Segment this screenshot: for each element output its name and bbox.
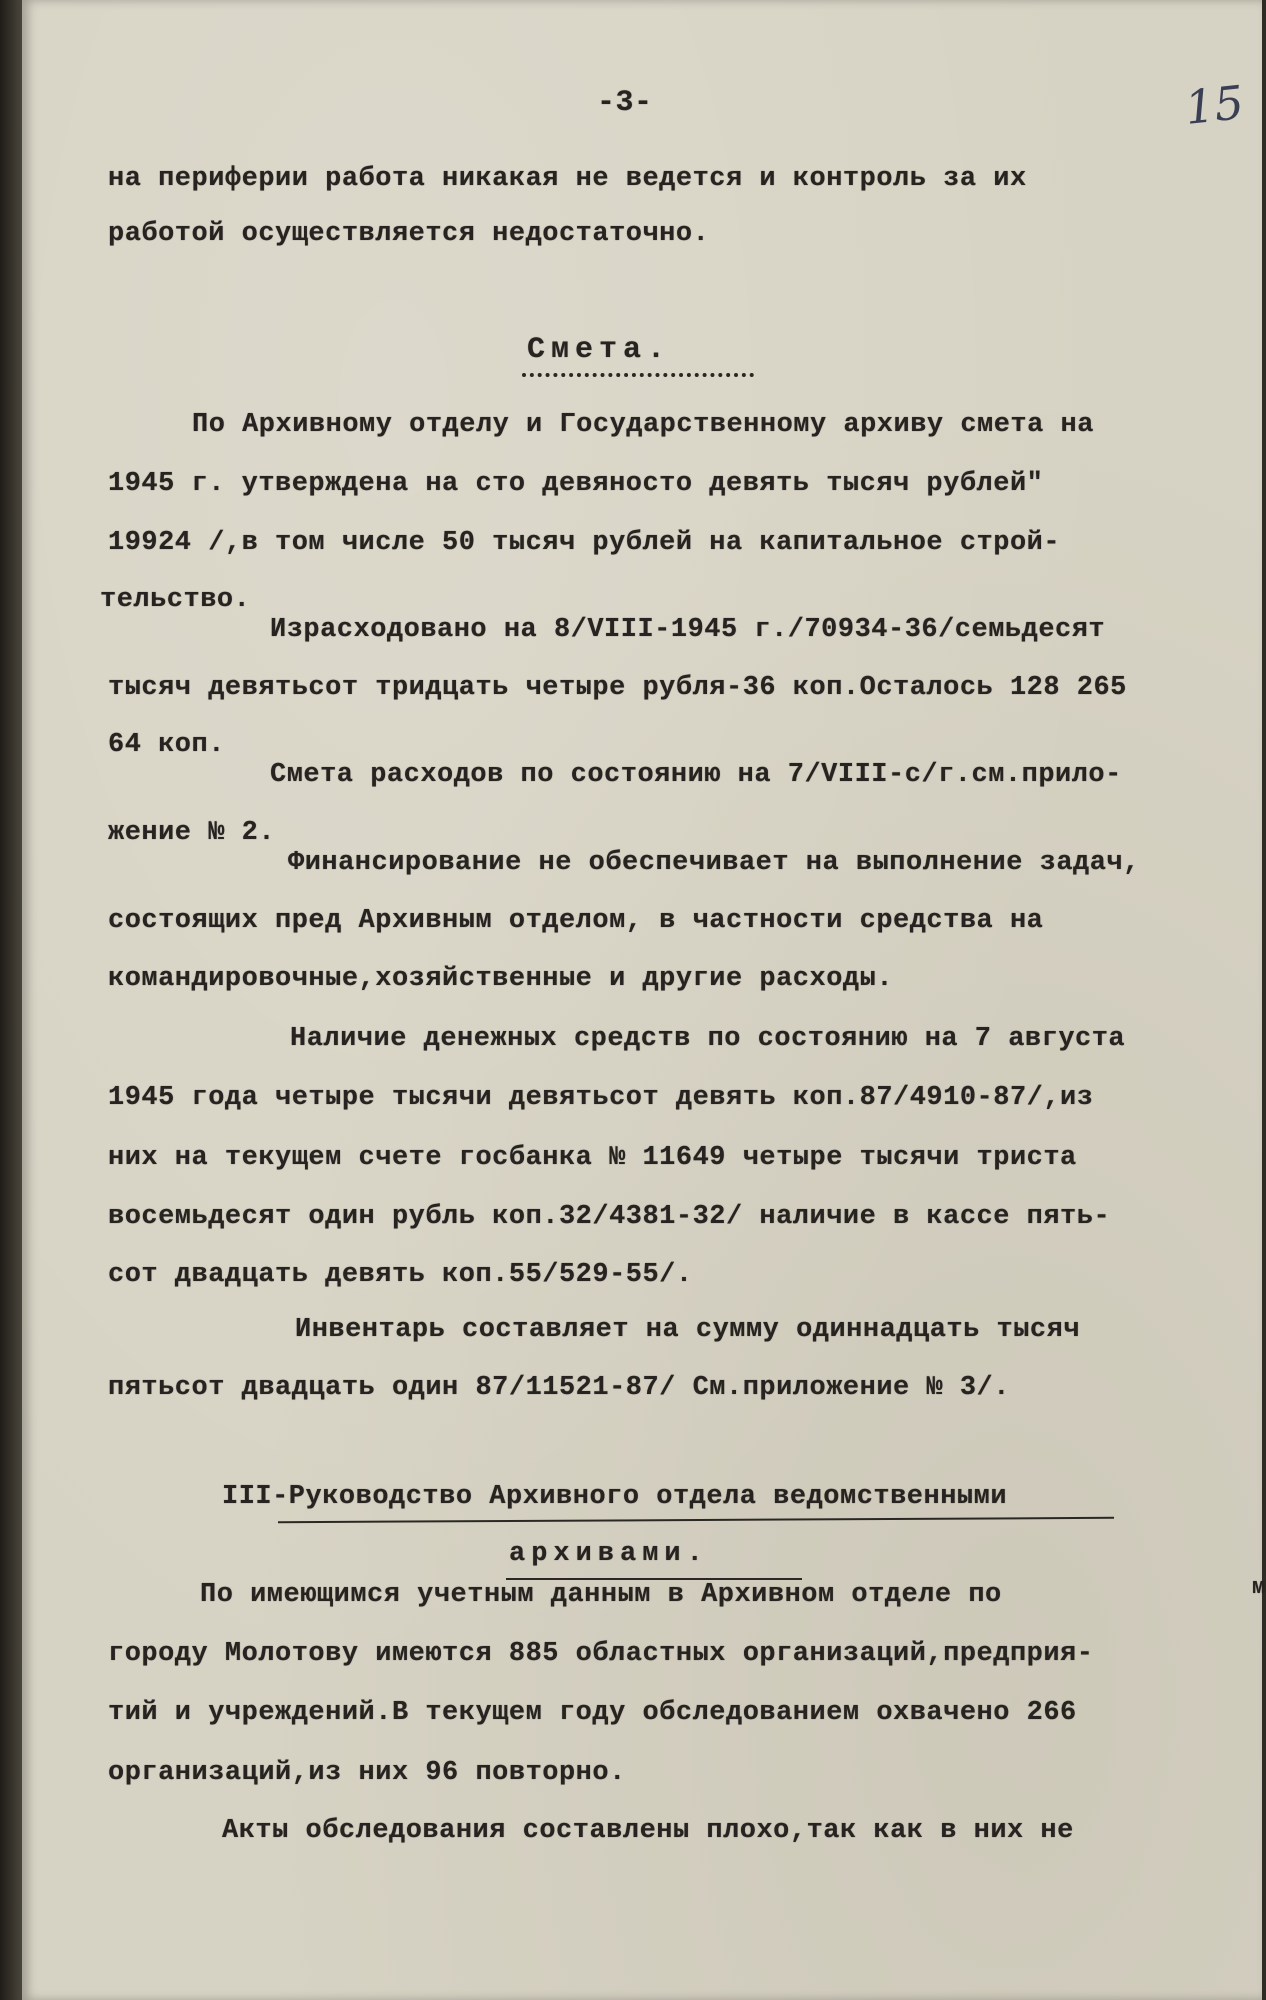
- text-line: Инвентарь составляет на сумму одиннадцать тысяч: [295, 1315, 1081, 1345]
- heading-underline: [522, 373, 754, 377]
- text-line: организаций,из них 96 повторно.: [108, 1758, 626, 1788]
- text-line: работой осуществляется недостаточно.: [108, 219, 710, 249]
- text-line: тысяч девятьсот тридцать четыре рубля-36 коп.Осталось 128 265: [108, 673, 1127, 703]
- text-line: 1945 г. утверждена на сто девяносто девять тысяч рублей": [108, 469, 1044, 499]
- text-line: них на текущем счете госбанка № 11649 четыре тысячи триста: [108, 1143, 1077, 1173]
- binding-edge: [0, 0, 22, 2000]
- text-line: восемьдесят один рубль коп.32/4381-32/ наличие в кассе пять-: [108, 1202, 1111, 1232]
- text-line: жение № 2.: [108, 818, 276, 848]
- folio-number: 15: [1182, 75, 1247, 135]
- text-line: на периферии работа никакая не ведется и контроль за их: [108, 164, 1027, 194]
- text-line: По имеющимся учетным данным в Архивном отделе по: [200, 1580, 1002, 1610]
- text-line: состоящих пред Архивным отделом, в частности средства на: [108, 906, 1044, 936]
- text-line: тельство.: [100, 585, 251, 615]
- text-line: Смета расходов по состоянию на 7/VIII-с/г.см.прило-: [270, 760, 1122, 790]
- section-title-underline-2: [506, 1578, 802, 1580]
- text-line: городу Молотову имеются 885 областных организаций,предприя-: [108, 1639, 1094, 1669]
- text-line: Наличие денежных средств по состоянию на 7 августа: [290, 1024, 1126, 1054]
- text-line: командировочные,хозяйственные и другие расходы.: [108, 964, 894, 994]
- text-line: Израсходовано на 8/VIII-1945 г./70934-36/семьдесят: [270, 615, 1106, 645]
- section-title-underline: [278, 1517, 1114, 1523]
- text-line: 64 коп.: [108, 730, 225, 760]
- smeta-heading: Смета.: [527, 333, 672, 367]
- text-line: Финансирование не обеспечивает на выполнение задач,: [288, 848, 1140, 878]
- page-number: -3-: [597, 86, 653, 120]
- text-line: тий и учреждений.В текущем году обследованием охвачено 266: [108, 1698, 1077, 1728]
- text-line: 1945 года четыре тысячи девятьсот девять коп.87/4910-87/,из: [108, 1083, 1094, 1113]
- margin-mark: м: [1252, 1575, 1266, 1600]
- section-iii-title-continued: архивами.: [509, 1539, 709, 1569]
- text-line: пятьсот двадцать один 87/11521-87/ См.приложение № 3/.: [108, 1373, 1010, 1403]
- text-line: 19924 /,в том числе 50 тысяч рублей на капитальное строй-: [108, 528, 1061, 558]
- text-line: По Архивному отделу и Государственному архиву смета на: [192, 410, 1094, 440]
- text-line: сот двадцать девять коп.55/529-55/.: [108, 1260, 693, 1290]
- text-line: Акты обследования составлены плохо,так как в них не: [222, 1816, 1074, 1846]
- document-page: [22, 0, 1266, 2000]
- section-iii-title: III-Руководство Архивного отдела ведомственными: [222, 1482, 1008, 1512]
